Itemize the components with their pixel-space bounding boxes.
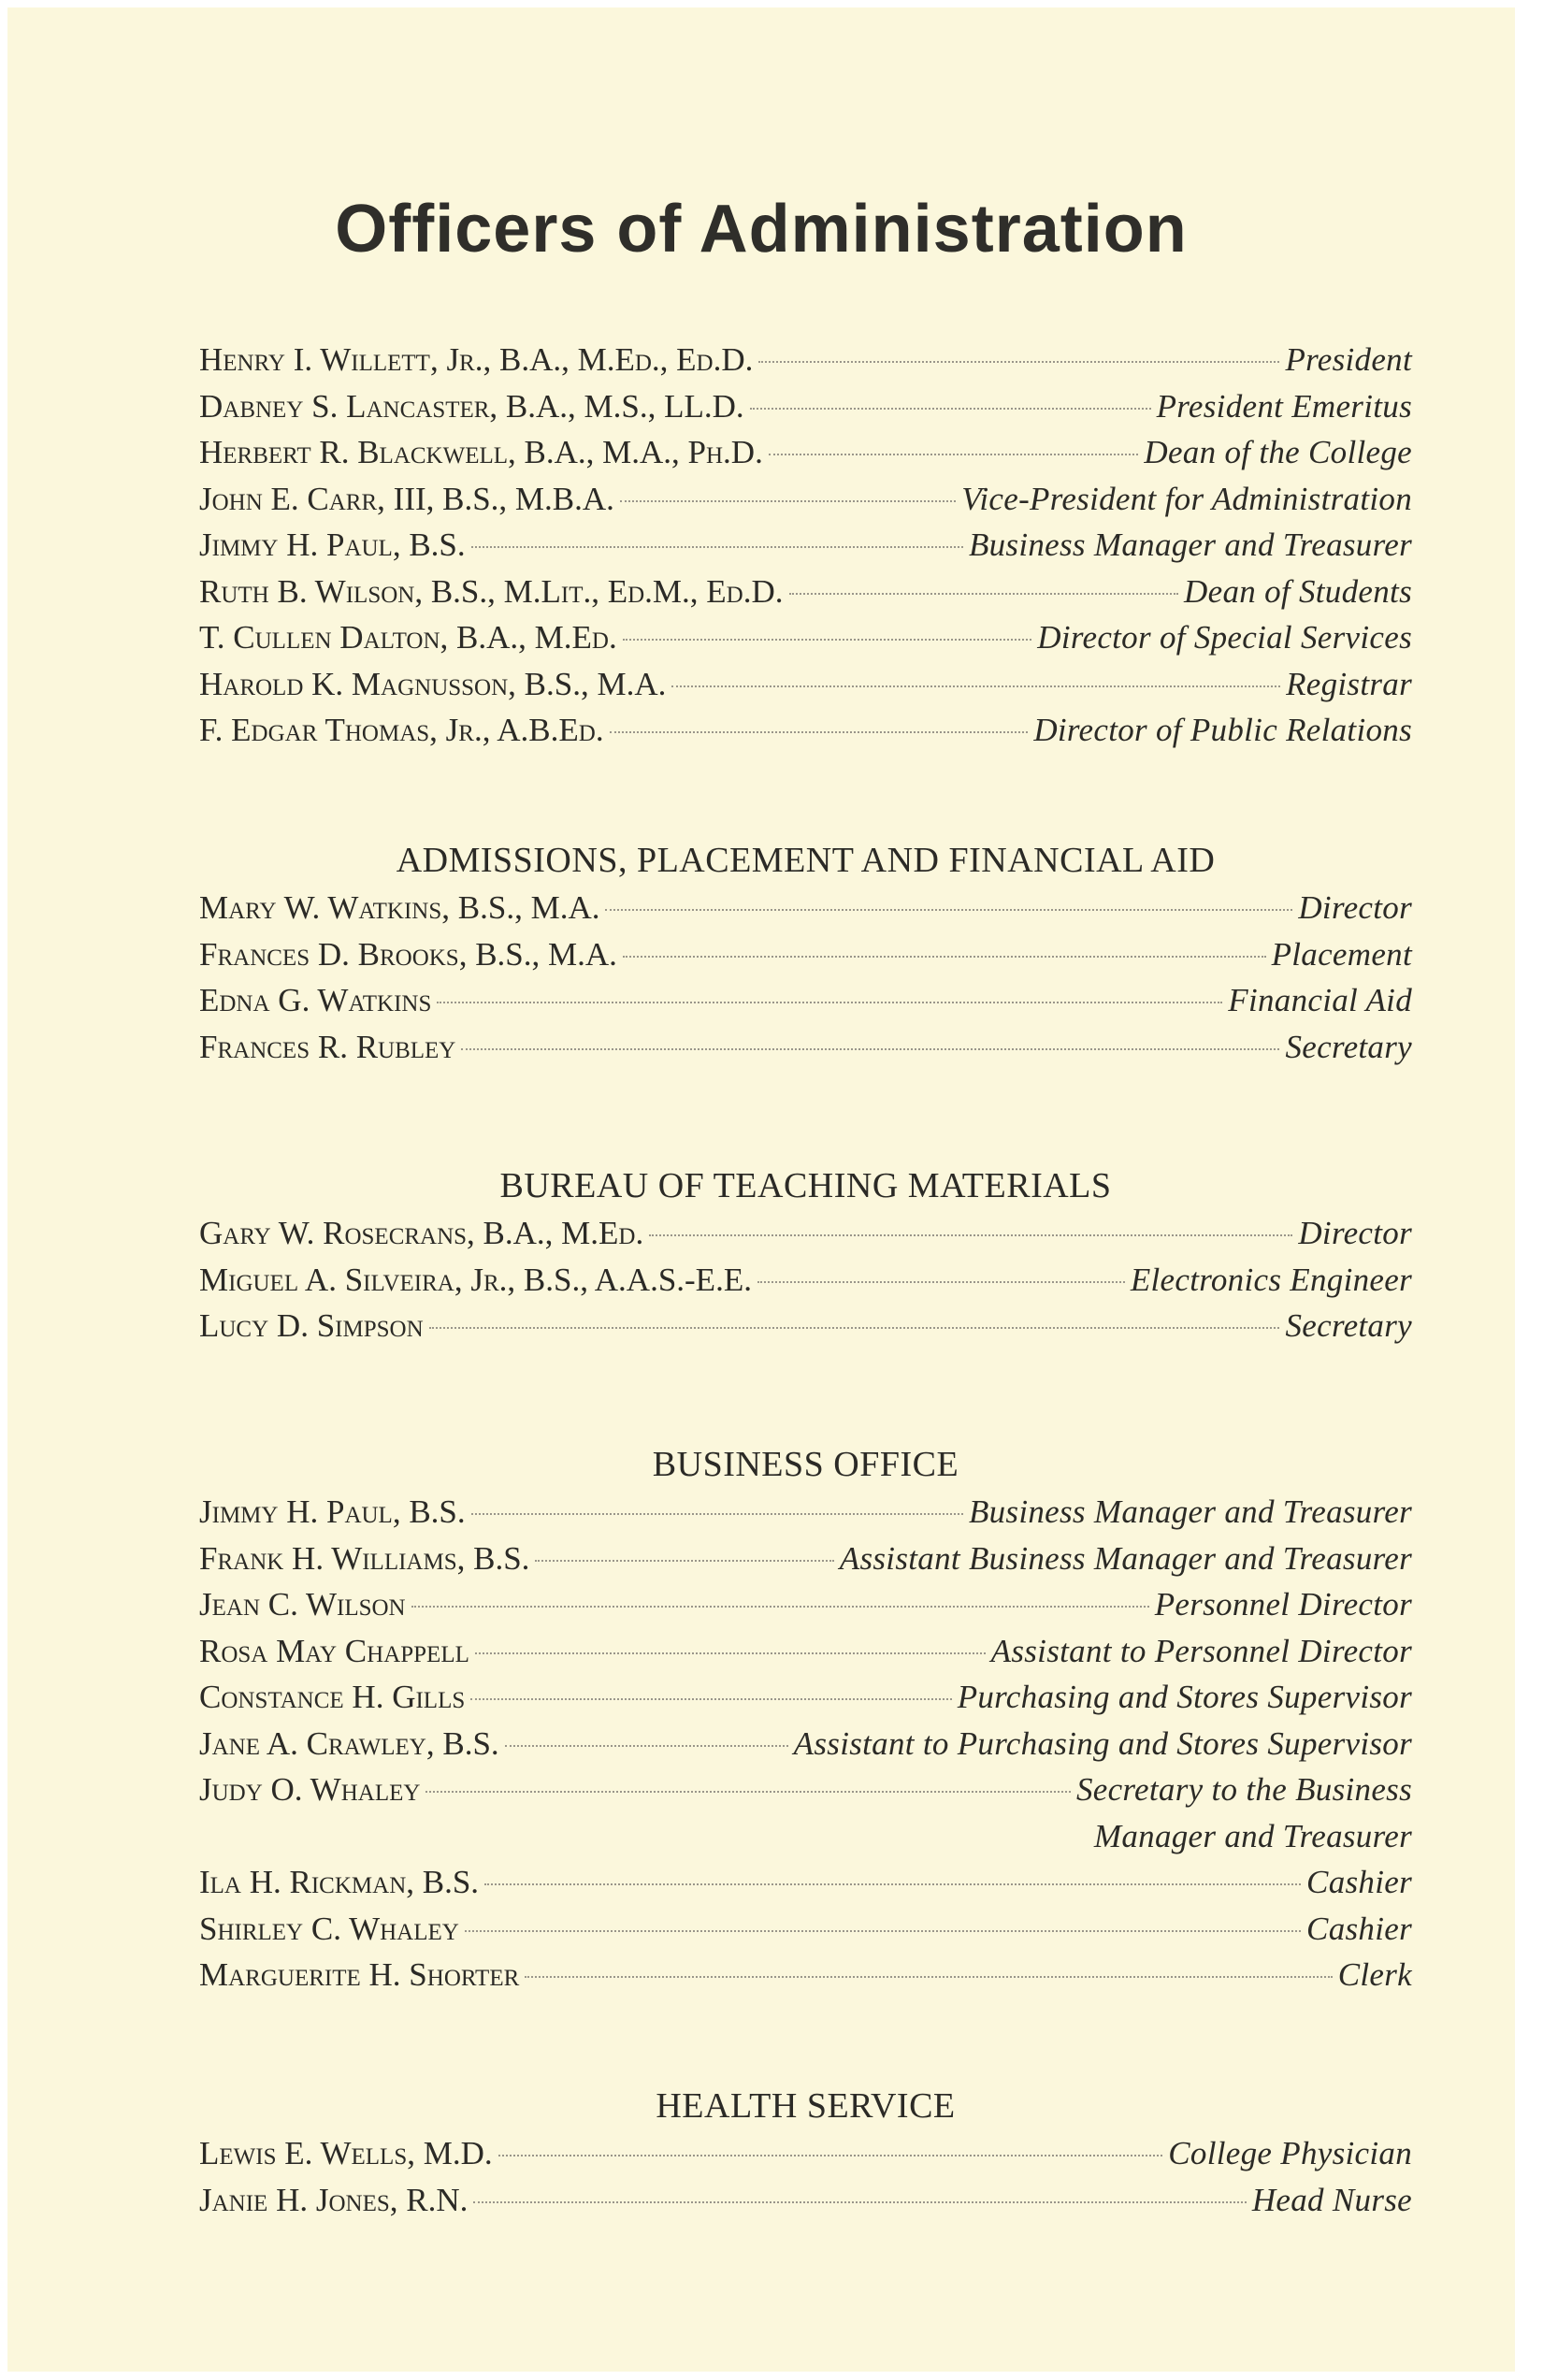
dot-leader	[475, 1652, 986, 1654]
officer-title: Registrar	[1286, 665, 1412, 702]
section-heading: ADMISSIONS, PLACEMENT AND FINANCIAL AID	[396, 841, 1216, 880]
staff-row	[199, 1906, 1412, 1953]
officer-row	[199, 661, 1412, 708]
officer-title: President	[1285, 341, 1412, 378]
staff-name: Janie H. Jones, R.N.	[199, 2181, 469, 2218]
dot-leader	[757, 1281, 1125, 1283]
officers-list	[199, 337, 1412, 754]
staff-row	[199, 1628, 1412, 1675]
officer-name: F. Edgar Thomas, Jr., A.B.Ed.	[199, 712, 604, 748]
section-heading: BUSINESS OFFICE	[652, 1445, 959, 1484]
staff-name: Frances D. Brooks, B.S., M.A.	[199, 935, 617, 973]
health-service-section	[199, 2082, 1412, 2223]
dot-leader	[671, 685, 1280, 687]
dot-leader	[505, 1745, 788, 1747]
staff-title: Secretary	[1285, 1307, 1412, 1344]
staff-title: Placement	[1271, 935, 1412, 973]
staff-title: Assistant Business Manager and Treasurer	[839, 1539, 1412, 1577]
staff-row	[199, 2177, 1412, 2224]
dot-leader	[623, 956, 1266, 958]
officer-title: Vice-President for Administration	[961, 480, 1412, 517]
staff-title: Assistant to Purchasing and Stores Supervisor	[793, 1724, 1412, 1762]
staff-name: Miguel A. Silveira, Jr., B.S., A.A.S.-E.E.	[199, 1261, 752, 1298]
staff-title: Head Nurse	[1251, 2181, 1412, 2218]
officer-row	[199, 383, 1412, 430]
staff-row	[199, 1859, 1412, 1906]
staff-name: Ila H. Rickman, B.S.	[199, 1864, 480, 1900]
staff-name: Shirley C. Whaley	[199, 1910, 459, 1947]
staff-name: Lucy D. Simpson	[199, 1307, 424, 1344]
staff-row	[199, 1489, 1412, 1536]
officer-name: T. Cullen Dalton, B.A., M.Ed.	[199, 619, 617, 656]
staff-row	[199, 1952, 1412, 1998]
officer-name: John E. Carr, III, B.S., M.B.A.	[199, 480, 614, 517]
officer-title: Director of Special Services	[1037, 619, 1412, 656]
staff-title: Cashier	[1306, 1910, 1412, 1947]
staff-title: Director	[1298, 889, 1412, 926]
bureau-section	[199, 1161, 1412, 1349]
dot-leader	[484, 1883, 1301, 1885]
dot-leader	[498, 2155, 1163, 2156]
staff-title: Cashier	[1306, 1864, 1412, 1900]
staff-title: Financial Aid	[1228, 982, 1412, 1018]
staff-name: Jean C. Wilson	[199, 1586, 406, 1623]
dot-leader	[789, 593, 1179, 595]
dot-leader	[461, 1048, 1279, 1050]
staff-row	[199, 1210, 1412, 1257]
staff-name: Constance H. Gills	[199, 1679, 466, 1715]
staff-name: Frances R. Rubley	[199, 1028, 456, 1065]
staff-title: Secretary	[1285, 1028, 1412, 1065]
staff-name: Edna G. Watkins	[199, 982, 432, 1018]
staff-title: Business Manager and Treasurer	[968, 1493, 1412, 1530]
officer-row	[199, 707, 1412, 754]
officer-name: Jimmy H. Paul, B.S.	[199, 526, 466, 563]
staff-name: Rosa May Chappell	[199, 1632, 469, 1669]
dot-leader	[610, 731, 1029, 733]
dot-leader	[620, 500, 956, 502]
dot-leader	[473, 2201, 1246, 2203]
staff-name: Jane A. Crawley, B.S.	[199, 1724, 499, 1762]
staff-row	[199, 1303, 1412, 1349]
officer-name: Dabney S. Lancaster, B.A., M.S., LL.D.	[199, 387, 744, 425]
dot-leader	[437, 1002, 1222, 1003]
staff-name: Judy O. Whaley	[199, 1771, 421, 1808]
dot-leader	[769, 454, 1139, 455]
page-title: Officers of Administration	[335, 192, 1188, 267]
staff-title: Purchasing and Stores Supervisor	[957, 1679, 1412, 1715]
staff-title: Secretary to the Business	[1075, 1771, 1412, 1808]
dot-leader	[425, 1791, 1071, 1793]
staff-title: Assistant to Personnel Director	[990, 1632, 1412, 1669]
staff-name: Gary W. Rosecrans, B.A., M.Ed.	[199, 1215, 644, 1251]
staff-title: Clerk	[1337, 1956, 1412, 1993]
officer-row	[199, 522, 1412, 569]
staff-title: Personnel Director	[1154, 1586, 1412, 1623]
staff-row	[199, 1721, 1412, 1767]
officer-title: President Emeritus	[1156, 387, 1412, 425]
admissions-section	[199, 836, 1412, 1070]
page	[7, 7, 1515, 2372]
staff-name: Frank H. Williams, B.S.	[199, 1539, 530, 1577]
staff-title-continued: Manager and Treasurer	[1093, 1817, 1412, 1854]
dot-leader	[750, 408, 1151, 410]
staff-title: Director	[1298, 1215, 1412, 1251]
officer-row	[199, 429, 1412, 476]
staff-row	[199, 1024, 1412, 1071]
dot-leader	[525, 1976, 1332, 1978]
officer-title: Dean of Students	[1184, 572, 1412, 610]
staff-name: Lewis E. Wells, M.D.	[199, 2135, 493, 2171]
dot-leader	[429, 1327, 1280, 1329]
staff-row	[199, 2130, 1412, 2177]
officer-row	[199, 476, 1412, 523]
business-office-section	[199, 1440, 1412, 1998]
staff-title: College Physician	[1168, 2135, 1412, 2171]
staff-name: Marguerite H. Shorter	[199, 1956, 520, 1993]
dot-leader	[411, 1606, 1149, 1608]
staff-row	[199, 977, 1412, 1024]
dot-leader	[471, 1513, 963, 1515]
dot-leader	[470, 1698, 951, 1700]
officer-title: Director of Public Relations	[1033, 712, 1412, 748]
staff-row	[199, 1767, 1412, 1813]
dot-leader	[758, 361, 1279, 363]
section-heading: BUREAU OF TEACHING MATERIALS	[499, 1166, 1112, 1205]
staff-name: Mary W. Watkins, B.S., M.A.	[199, 889, 600, 926]
officer-row	[199, 569, 1412, 615]
officer-name: Harold K. Magnusson, B.S., M.A.	[199, 665, 667, 702]
staff-row	[199, 1536, 1412, 1582]
officer-row	[199, 614, 1412, 661]
dot-leader	[605, 909, 1292, 911]
officer-name: Henry I. Willett, Jr., B.A., M.Ed., Ed.D.	[199, 341, 754, 378]
section-heading: HEALTH SERVICE	[656, 2086, 956, 2126]
staff-row	[199, 1581, 1412, 1628]
dot-leader	[465, 1930, 1301, 1932]
officer-title: Business Manager and Treasurer	[968, 526, 1412, 563]
officer-title: Dean of the College	[1144, 434, 1412, 470]
staff-row	[199, 1674, 1412, 1721]
officer-name: Herbert R. Blackwell, B.A., M.A., Ph.D.	[199, 434, 763, 470]
dot-leader	[471, 546, 963, 548]
staff-title: Electronics Engineer	[1130, 1261, 1412, 1298]
officer-name: Ruth B. Wilson, B.S., M.Lit., Ed.M., Ed.D.	[199, 572, 784, 610]
dot-leader	[649, 1234, 1292, 1236]
officer-row	[199, 337, 1412, 383]
staff-row	[199, 931, 1412, 978]
dot-leader	[623, 639, 1032, 641]
dot-leader	[535, 1560, 833, 1562]
staff-row	[199, 1257, 1412, 1304]
staff-name: Jimmy H. Paul, B.S.	[199, 1493, 466, 1530]
staff-row	[199, 885, 1412, 931]
